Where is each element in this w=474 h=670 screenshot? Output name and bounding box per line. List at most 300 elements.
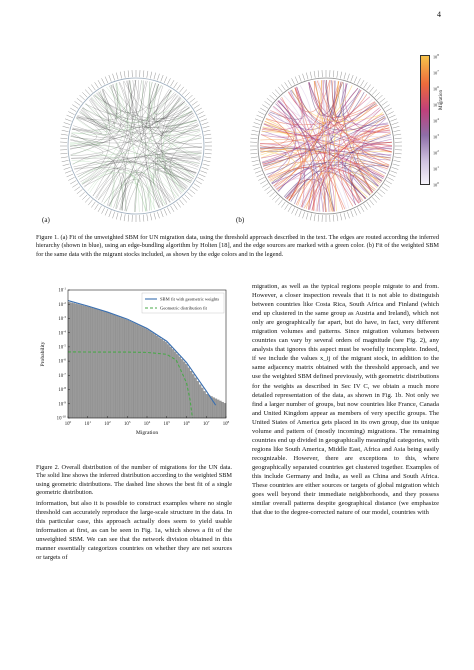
figure1-caption: Figure 1. (a) Fit of the unweighted SBM for UN migration data, using the threshold approach described in the text. The edges are routed according the inferred hierarchy (shown in blue), using an edge-bundling algorithm by Holten [18], and the edge sources are marked with a green color. (b) Fit of the weighted SBM for the same data with the migrant stocks included, as shown by the edge colors and in the legend. xyxy=(36,234,439,258)
y-tick-label: $10^{-3}$ xyxy=(58,315,66,323)
country-label-mark xyxy=(377,95,382,100)
y-tick-label: $10^{-7}$ xyxy=(58,371,66,379)
country-label-mark xyxy=(380,189,386,193)
histogram-bar xyxy=(104,312,106,418)
country-label-mark xyxy=(202,123,209,125)
country-label-mark xyxy=(179,200,183,206)
country-label-mark xyxy=(252,130,259,132)
country-label-mark xyxy=(275,90,280,95)
histogram-bar xyxy=(131,322,133,418)
histogram-bar xyxy=(185,364,187,418)
y-tick-label: $10^{-6}$ xyxy=(58,357,66,365)
y-tick-label: $10^{-2}$ xyxy=(58,300,66,308)
country-label-mark xyxy=(310,214,312,221)
country-label-mark xyxy=(258,112,264,115)
histogram-bar xyxy=(208,395,210,418)
country-label-mark xyxy=(203,164,210,166)
country-label-mark xyxy=(292,78,295,84)
country-label-mark xyxy=(194,184,200,188)
country-label-mark xyxy=(150,214,152,221)
country-label-mark xyxy=(194,105,200,109)
histogram-bar xyxy=(113,315,115,418)
country-label-mark xyxy=(64,167,71,169)
country-label-mark xyxy=(182,90,187,95)
country-label-mark xyxy=(199,174,205,177)
histogram-bar xyxy=(70,303,72,418)
country-label-mark xyxy=(82,92,87,97)
country-label-mark xyxy=(265,101,271,105)
country-label-mark xyxy=(70,181,76,185)
country-label-mark xyxy=(177,202,181,208)
colorbar-tick-label: $10^6$ xyxy=(433,85,439,92)
histogram-bar xyxy=(197,381,199,418)
country-label-mark xyxy=(72,184,78,188)
histogram-bar xyxy=(221,402,223,418)
country-label-mark xyxy=(340,72,342,79)
country-label-mark xyxy=(60,153,67,154)
country-label-mark xyxy=(369,87,373,93)
country-label-mark xyxy=(394,134,401,135)
country-label-mark xyxy=(369,200,373,206)
country-label-mark xyxy=(67,115,73,118)
histogram-bar xyxy=(68,302,70,418)
country-label-mark xyxy=(77,189,83,193)
histogram-bar xyxy=(115,316,117,418)
x-tick-label: $10^6$ xyxy=(183,420,190,427)
country-label-mark xyxy=(382,101,388,105)
x-tick-label: $10^7$ xyxy=(203,420,210,427)
country-label-mark xyxy=(364,82,368,88)
country-label-mark xyxy=(392,123,399,125)
country-label-mark xyxy=(288,80,292,86)
histogram-bar xyxy=(201,388,203,418)
country-label-mark xyxy=(192,187,198,191)
country-label-mark xyxy=(63,126,70,128)
country-label-mark xyxy=(275,197,280,202)
histogram-bar xyxy=(165,342,167,418)
country-label-mark xyxy=(375,195,380,200)
country-label-mark xyxy=(372,197,377,202)
country-label-mark xyxy=(285,82,289,88)
country-label-mark xyxy=(67,174,73,177)
country-label-mark xyxy=(171,206,175,212)
country-label-mark xyxy=(154,73,156,80)
histogram-bar xyxy=(88,307,90,418)
country-label-mark xyxy=(171,80,175,86)
country-label-mark xyxy=(392,167,399,169)
country-label-mark xyxy=(185,92,190,97)
histogram-bar xyxy=(174,352,176,418)
histogram-bar xyxy=(127,320,129,418)
country-label-mark xyxy=(77,98,83,102)
country-label-mark xyxy=(299,210,302,217)
country-label-mark xyxy=(95,204,99,210)
country-label-mark xyxy=(251,157,258,158)
country-label-mark xyxy=(120,214,122,221)
country-label-mark xyxy=(260,108,266,112)
histogram-bar xyxy=(152,333,154,418)
country-label-mark xyxy=(310,72,312,79)
country-label-mark xyxy=(65,119,72,122)
country-label-mark xyxy=(394,160,401,162)
country-label-mark xyxy=(82,195,87,200)
histogram-bar xyxy=(136,324,138,418)
country-label-mark xyxy=(337,214,338,221)
country-label-mark xyxy=(85,197,90,202)
country-label-mark xyxy=(394,157,401,158)
country-label-mark xyxy=(252,160,259,162)
figure1a-circular-network xyxy=(40,50,232,230)
histogram-bar xyxy=(124,319,126,418)
country-label-mark xyxy=(174,204,178,210)
country-label-mark xyxy=(361,206,365,212)
country-label-mark xyxy=(167,78,170,84)
figure2-histogram-chart xyxy=(38,284,234,454)
country-label-mark xyxy=(102,78,105,84)
histogram-bar xyxy=(156,336,158,418)
chart-legend xyxy=(142,293,224,313)
country-label-mark xyxy=(257,174,263,177)
network-edge xyxy=(88,171,114,207)
histogram-bar xyxy=(118,317,120,418)
country-label-mark xyxy=(98,206,102,212)
country-label-mark xyxy=(253,164,260,166)
country-label-mark xyxy=(347,74,349,81)
country-label-mark xyxy=(143,70,144,77)
country-label-mark xyxy=(68,112,74,115)
histogram-bar xyxy=(82,305,84,418)
histogram-bar xyxy=(79,305,81,418)
country-label-mark xyxy=(187,95,192,100)
x-tick-label: $10^0$ xyxy=(64,420,72,427)
country-label-mark xyxy=(281,202,285,208)
country-label-mark xyxy=(80,192,85,197)
country-label-mark xyxy=(147,214,148,221)
histogram-bar xyxy=(199,385,201,418)
histogram-bar xyxy=(215,399,217,418)
histogram-bar xyxy=(161,339,163,418)
country-label-mark xyxy=(196,181,202,185)
country-label-mark xyxy=(388,112,394,115)
country-label-mark xyxy=(357,78,360,84)
network-edge xyxy=(158,166,187,202)
country-label-mark xyxy=(61,157,68,158)
country-label-mark xyxy=(60,138,67,139)
country-label-mark xyxy=(367,202,371,208)
histogram-bar xyxy=(224,403,226,418)
histogram-bars xyxy=(68,302,226,418)
country-label-mark xyxy=(253,126,260,128)
histogram-bar xyxy=(97,310,99,418)
country-label-mark xyxy=(267,98,273,102)
histogram-bar xyxy=(140,326,142,418)
histogram-bar xyxy=(172,349,174,418)
country-label-mark xyxy=(124,214,125,221)
histogram-bar xyxy=(73,303,75,418)
histogram-bar xyxy=(111,314,113,418)
country-label-mark xyxy=(109,75,112,82)
country-label-mark xyxy=(204,134,211,135)
country-label-mark xyxy=(72,105,78,109)
x-tick-label: $10^3$ xyxy=(124,420,131,427)
country-label-mark xyxy=(65,171,72,174)
country-label-mark xyxy=(270,95,275,100)
country-label-mark xyxy=(395,153,402,154)
country-label-mark xyxy=(198,112,204,115)
histogram-bar xyxy=(217,400,219,418)
country-label-mark xyxy=(161,75,164,82)
country-label-mark xyxy=(260,181,266,185)
histogram-bar xyxy=(100,311,102,418)
figure1b-circular-network xyxy=(230,50,422,230)
right-column-text: migration, as well as the typical regions people migrate to and from. However, a closer inspection reveals that it is not able to distinguish between countries like Costa Rica, South Africa and Finland (which end up clustered in the same group as Austria and Ireland), which not only are geographically far apart, but do have, in fact, very different migration volumes and patterns. Since migration volumes between countries can vary by several orders of magnitude (see Fig. 2), any analysis that ignores this aspect must be woefully incomplete. Indeed, if we include the values x_ij of the migrant stock, in addition to the same adjacency matrix obtained with the threshold approach, and we use the weighted SBM defined previously, with geometric distributions for the weights as described in Sec IV C, we obtain a much more detailed representation of the data, as shown in Fig. 1b. Not only we find a larger number of groups, but now countries like France, Canada and United Kingdom appear as members of very specific groups. The United States of America gets placed in its own group, due its unique volume and pattern of (mostly incoming) migrations. The remaining countries end up divided in geographically meaningful categories, with regions like South America, Middle East, Africa and Asia being easily recognizable. However, there are exceptions to this, where geographically separated countries get clustered together. Examples of this include Germany and India, as well as China and South Africa. These countries are either sources or targets of global migration which goes well beyond their immediate neighborhoods, and they possess similar overall patterns despite geographical distance (we emphasize that due to the degree-corrected nature of our model, countries with xyxy=(252,283,439,517)
country-label-mark xyxy=(164,77,167,83)
country-label-mark xyxy=(384,105,390,109)
country-label-mark xyxy=(395,138,402,139)
network-edges xyxy=(260,80,392,212)
country-label-mark xyxy=(167,208,170,214)
y-tick-label: $10^{-1}$ xyxy=(58,286,66,294)
country-label-mark xyxy=(204,160,211,162)
country-label-mark xyxy=(64,123,71,125)
histogram-bar xyxy=(149,331,151,418)
country-label-mark xyxy=(384,184,390,188)
histogram-bar xyxy=(154,334,156,418)
country-label-mark xyxy=(254,167,261,169)
country-label-mark xyxy=(105,209,108,215)
country-label-mark xyxy=(113,74,115,81)
country-label-mark xyxy=(306,213,308,220)
country-label-mark xyxy=(202,167,209,169)
histogram-bar xyxy=(190,371,192,418)
country-label-mark xyxy=(272,195,277,200)
colorbar-tick-label: $10^4$ xyxy=(433,117,439,124)
country-label-mark xyxy=(262,105,268,109)
country-label-mark xyxy=(128,215,129,222)
country-label-mark xyxy=(292,208,295,214)
country-label-mark xyxy=(62,160,69,162)
country-label-mark xyxy=(318,215,319,222)
country-label-mark xyxy=(281,85,285,91)
country-label-mark xyxy=(164,209,167,215)
network-edges xyxy=(70,80,202,212)
y-tick-label: $10^{-5}$ xyxy=(58,343,66,351)
country-label-mark xyxy=(182,197,187,202)
colorbar-tick-label: $10^5$ xyxy=(433,101,439,108)
country-label-mark xyxy=(255,119,262,122)
country-label-mark xyxy=(364,204,368,210)
country-label-mark xyxy=(272,92,277,97)
histogram-bar xyxy=(133,323,135,418)
country-label-mark xyxy=(75,187,81,191)
country-label-mark xyxy=(270,192,275,197)
country-label-mark xyxy=(199,115,205,118)
legend-label: SBM fit with geometric weights xyxy=(160,296,220,302)
country-label-mark xyxy=(61,134,68,135)
country-label-mark xyxy=(185,195,190,200)
country-label-mark xyxy=(389,115,395,118)
country-label-mark xyxy=(68,177,74,180)
country-label-mark xyxy=(303,74,305,81)
country-label-mark xyxy=(161,210,164,217)
country-label-mark xyxy=(109,210,112,217)
histogram-bar xyxy=(147,330,149,418)
histogram-bar xyxy=(138,325,140,418)
country-label-mark xyxy=(372,90,377,95)
histogram-bar xyxy=(163,341,165,418)
country-label-mark xyxy=(377,192,382,197)
page-number: 4 xyxy=(437,10,441,19)
country-label-mark xyxy=(205,138,212,139)
country-label-mark xyxy=(303,212,305,219)
country-label-mark xyxy=(306,73,308,80)
figure1a-label: (a) xyxy=(42,216,50,224)
country-label-mark xyxy=(288,206,292,212)
colorbar-title: Migration xyxy=(439,90,444,110)
country-label-mark xyxy=(116,213,118,220)
country-label-mark xyxy=(361,80,365,86)
histogram-bar xyxy=(106,313,108,418)
country-label-mark xyxy=(344,213,346,220)
country-label-mark xyxy=(278,87,282,93)
histogram-bar xyxy=(158,338,160,418)
histogram-bar xyxy=(84,306,86,418)
country-label-mark xyxy=(382,187,388,191)
country-label-mark xyxy=(347,212,349,219)
histogram-bar xyxy=(120,318,122,418)
histogram-bar xyxy=(181,359,183,418)
histogram-bar xyxy=(192,374,194,418)
country-label-mark xyxy=(98,80,102,86)
country-label-mark xyxy=(333,215,334,222)
country-label-mark xyxy=(85,90,90,95)
histogram-bar xyxy=(145,329,147,418)
histogram-bar xyxy=(129,321,131,418)
country-label-mark xyxy=(63,164,70,166)
country-label-mark xyxy=(120,72,122,79)
x-axis-label: Migration xyxy=(135,430,159,436)
country-label-mark xyxy=(75,101,81,105)
histogram-bar xyxy=(176,354,178,418)
country-label-mark xyxy=(357,208,360,214)
country-label-mark xyxy=(254,123,261,125)
country-label-mark xyxy=(314,214,315,221)
colorbar-tick-label: $10^0$ xyxy=(433,181,439,188)
network-edge xyxy=(91,85,117,124)
country-label-mark xyxy=(154,213,156,220)
country-label-mark xyxy=(91,85,95,91)
country-label-mark xyxy=(386,108,392,112)
x-tick-label: $10^8$ xyxy=(222,420,230,427)
histogram-bar xyxy=(170,347,172,418)
figure2-caption: Figure 2. Overall distribution of the number of migrations for the UN data. The solid line shows the inferred distribution according to the weighted SBM using geometric distributions. The dashed line shows the best fit of a single geometric distribution. xyxy=(36,464,232,496)
country-label-mark xyxy=(251,134,258,135)
country-label-mark xyxy=(147,71,148,78)
country-label-mark xyxy=(200,119,207,122)
country-label-mark xyxy=(390,171,397,174)
country-label-mark xyxy=(105,77,108,83)
histogram-bar xyxy=(95,309,97,418)
x-tick-label: $10^4$ xyxy=(143,420,151,427)
country-label-mark xyxy=(344,73,346,80)
country-label-mark xyxy=(116,73,118,80)
histogram-bar xyxy=(142,327,144,418)
country-label-mark xyxy=(124,71,125,78)
country-label-mark xyxy=(394,130,401,132)
colorbar-tick-label: $10^8$ xyxy=(433,53,439,60)
country-label-mark xyxy=(204,157,211,158)
country-label-mark xyxy=(80,95,85,100)
histogram-bar xyxy=(206,394,208,418)
country-label-mark xyxy=(174,82,178,88)
y-axis-label: Probability xyxy=(40,341,46,367)
country-label-mark xyxy=(204,130,211,132)
country-label-mark xyxy=(295,77,298,83)
country-label-mark xyxy=(205,153,212,154)
country-label-mark xyxy=(386,181,392,185)
country-label-mark xyxy=(267,189,273,193)
histogram-bar xyxy=(219,401,221,418)
country-label-mark xyxy=(389,174,395,177)
country-label-mark xyxy=(102,208,105,214)
country-label-mark xyxy=(157,74,159,81)
legend-label: Geometric distribution fit xyxy=(160,305,207,311)
country-label-mark xyxy=(196,108,202,112)
country-label-mark xyxy=(203,126,210,128)
country-label-mark xyxy=(95,82,99,88)
country-label-mark xyxy=(388,177,394,180)
country-label-mark xyxy=(190,98,196,102)
y-tick-label: $10^{-10}$ xyxy=(56,414,66,422)
country-label-mark xyxy=(157,212,159,219)
y-tick-label: $10^{-4}$ xyxy=(58,329,66,337)
x-tick-label: $10^2$ xyxy=(104,420,111,427)
colorbar-tick-label: $10^3$ xyxy=(433,133,439,140)
histogram-bar xyxy=(203,391,205,418)
country-label-mark xyxy=(318,70,319,77)
country-label-mark xyxy=(150,72,152,79)
country-label-mark xyxy=(393,164,400,166)
country-label-mark xyxy=(177,85,181,91)
country-label-mark xyxy=(333,70,334,77)
histogram-bar xyxy=(86,306,88,418)
country-label-mark xyxy=(351,210,354,217)
colorbar-tick-label: $10^1$ xyxy=(433,165,439,172)
country-label-mark xyxy=(255,171,262,174)
country-label-mark xyxy=(265,187,271,191)
country-label-mark xyxy=(128,70,129,77)
histogram-bar xyxy=(109,313,111,418)
country-label-mark xyxy=(113,212,115,219)
country-label-mark xyxy=(285,204,289,210)
country-label-mark xyxy=(390,119,397,122)
country-label-mark xyxy=(278,200,282,206)
figure1b-label: (b) xyxy=(236,216,245,224)
country-label-mark xyxy=(250,138,257,139)
country-label-mark xyxy=(88,200,92,206)
country-label-mark xyxy=(314,71,315,78)
left-column-text: information, but also it is possible to construct examples where no single threshold can accurately reproduce the large-scale structure in the data. In this particular case, this approach actually does seem to yield usable information at first, as can be seen in Fig. 1a, which shows a fit of the unweighted SBM. We can see that the network division obtained in this manner essentially categorizes countries on whether they are net sources or targets of xyxy=(36,500,232,562)
colorbar-tick-label: $10^7$ xyxy=(433,69,439,76)
y-tick-label: $10^{-8}$ xyxy=(58,386,66,394)
histogram-bar xyxy=(77,304,79,418)
country-label-mark xyxy=(340,214,342,221)
country-label-mark xyxy=(299,75,302,82)
histogram-bar xyxy=(91,308,93,418)
country-label-mark xyxy=(250,153,257,154)
country-label-mark xyxy=(192,101,198,105)
histogram-bar xyxy=(194,378,196,418)
